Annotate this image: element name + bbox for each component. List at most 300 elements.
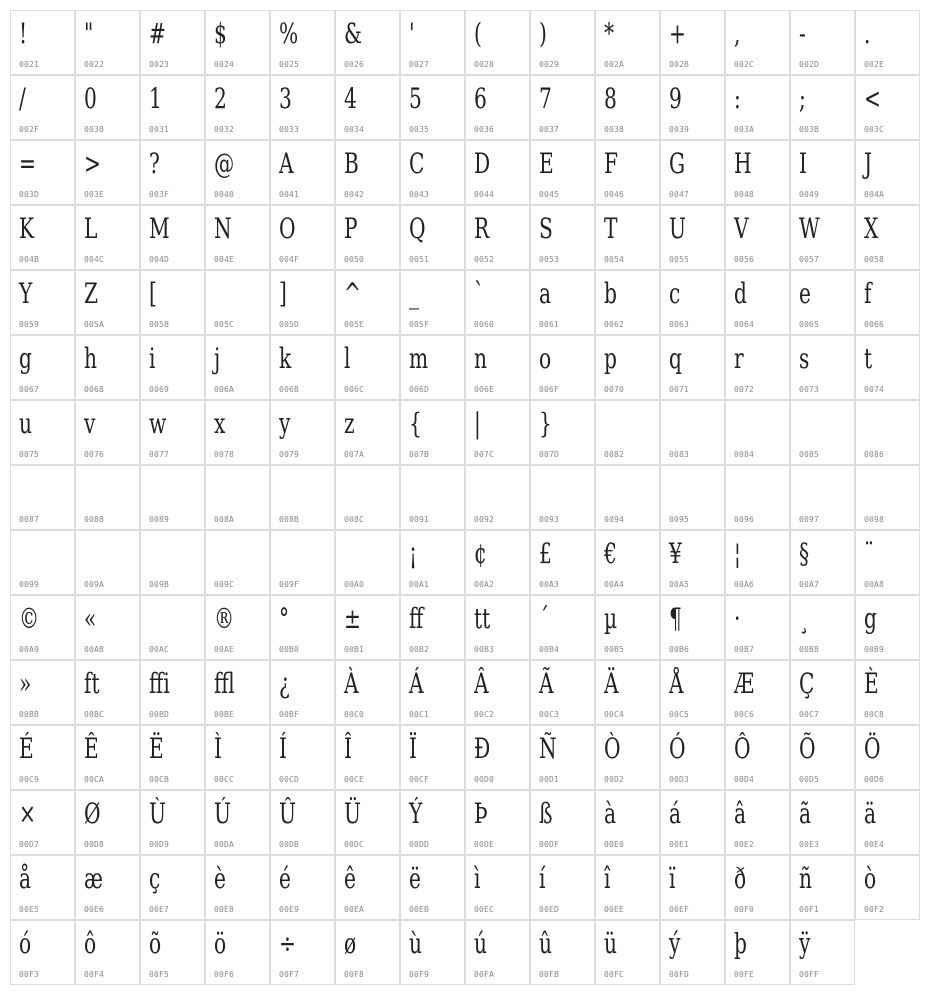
glyph-cell[interactable] (400, 400, 465, 465)
glyph-codepoint-label: 004E (214, 255, 235, 264)
glyph-cell[interactable] (205, 400, 270, 465)
glyph-cell[interactable] (855, 790, 920, 855)
glyph-cell[interactable] (140, 10, 205, 75)
glyph-preview: < (864, 82, 881, 115)
glyph-codepoint-label: 0070 (604, 385, 625, 394)
glyph-codepoint-label: 0087 (19, 515, 40, 524)
glyph-preview: A (279, 147, 294, 180)
glyph-cell[interactable] (660, 790, 725, 855)
glyph-codepoint-label: 0023 (149, 60, 170, 69)
glyph-cell[interactable] (465, 75, 530, 140)
glyph-cell[interactable] (270, 725, 335, 790)
glyph-cell[interactable] (530, 335, 595, 400)
glyph-cell[interactable] (725, 270, 790, 335)
glyph-cell[interactable] (400, 725, 465, 790)
glyph-codepoint-label: 00CC (214, 775, 235, 784)
glyph-cell[interactable] (75, 270, 140, 335)
glyph-cell[interactable] (140, 595, 205, 660)
glyph-cell[interactable] (595, 465, 660, 530)
glyph-preview: é (279, 862, 291, 895)
glyph-cell[interactable] (530, 790, 595, 855)
glyph-cell[interactable] (530, 855, 595, 920)
glyph-preview: . (864, 17, 871, 50)
glyph-cell[interactable] (465, 855, 530, 920)
glyph-preview: ä (864, 797, 877, 830)
glyph-cell[interactable] (400, 140, 465, 205)
glyph-cell[interactable] (400, 790, 465, 855)
glyph-codepoint-label: 00E4 (864, 840, 885, 849)
glyph-cell[interactable] (530, 530, 595, 595)
glyph-cell[interactable] (10, 920, 75, 985)
glyph-cell[interactable] (725, 465, 790, 530)
glyph-cell[interactable] (660, 530, 725, 595)
glyph-codepoint-label: 0053 (539, 255, 560, 264)
glyph-preview: Ð (474, 732, 491, 765)
glyph-cell[interactable] (725, 920, 790, 985)
glyph-codepoint-label: 0078 (214, 450, 235, 459)
glyph-cell[interactable] (270, 10, 335, 75)
glyph-cell[interactable] (205, 725, 270, 790)
glyph-cell[interactable] (855, 205, 920, 270)
glyph-cell[interactable] (335, 140, 400, 205)
glyph-preview: ì (474, 862, 481, 895)
glyph-codepoint-label: 00C0 (344, 710, 365, 719)
glyph-cell[interactable] (790, 855, 855, 920)
glyph-cell[interactable] (400, 335, 465, 400)
glyph-preview: i (149, 342, 156, 375)
glyph-cell[interactable] (465, 400, 530, 465)
glyph-cell[interactable] (725, 140, 790, 205)
glyph-codepoint-label: 00B4 (539, 645, 560, 654)
glyph-codepoint-label: 00F4 (84, 970, 105, 979)
glyph-cell[interactable] (530, 660, 595, 725)
glyph-cell[interactable] (205, 855, 270, 920)
glyph-cell[interactable] (75, 10, 140, 75)
glyph-cell[interactable] (725, 75, 790, 140)
glyph-cell[interactable] (400, 270, 465, 335)
glyph-cell[interactable] (400, 75, 465, 140)
glyph-codepoint-label: 00AC (149, 645, 170, 654)
glyph-cell[interactable] (855, 335, 920, 400)
glyph-cell[interactable] (400, 660, 465, 725)
glyph-cell[interactable] (140, 335, 205, 400)
glyph-codepoint-label: 0022 (84, 60, 105, 69)
glyph-cell[interactable] (400, 10, 465, 75)
glyph-cell[interactable] (205, 10, 270, 75)
glyph-codepoint-label: 0073 (799, 385, 820, 394)
glyph-cell[interactable] (205, 335, 270, 400)
glyph-cell[interactable] (335, 270, 400, 335)
glyph-cell[interactable] (140, 660, 205, 725)
glyph-cell[interactable] (725, 790, 790, 855)
glyph-cell[interactable] (660, 725, 725, 790)
glyph-cell[interactable] (790, 465, 855, 530)
glyph-cell[interactable] (855, 595, 920, 660)
glyph-cell[interactable] (855, 855, 920, 920)
glyph-preview: Z (84, 277, 99, 310)
glyph-cell[interactable] (790, 270, 855, 335)
glyph-codepoint-label: 00D2 (604, 775, 625, 784)
glyph-cell[interactable] (595, 75, 660, 140)
glyph-cell[interactable] (335, 400, 400, 465)
glyph-codepoint-label: 0048 (734, 190, 755, 199)
glyph-preview: p (604, 342, 617, 375)
glyph-codepoint-label: 0095 (669, 515, 690, 524)
glyph-cell[interactable] (660, 140, 725, 205)
glyph-cell[interactable] (335, 790, 400, 855)
glyph-cell[interactable] (75, 855, 140, 920)
glyph-cell[interactable] (335, 205, 400, 270)
glyph-codepoint-label: 002C (734, 60, 755, 69)
glyph-cell[interactable] (205, 205, 270, 270)
glyph-preview: Í (279, 732, 287, 765)
glyph-cell[interactable] (335, 660, 400, 725)
glyph-cell[interactable] (660, 270, 725, 335)
glyph-cell[interactable] (595, 205, 660, 270)
glyph-cell[interactable] (790, 790, 855, 855)
glyph-cell[interactable] (140, 400, 205, 465)
glyph-cell[interactable] (270, 660, 335, 725)
glyph-cell[interactable] (205, 660, 270, 725)
glyph-preview: Î (344, 732, 352, 765)
glyph-cell[interactable] (595, 400, 660, 465)
glyph-codepoint-label: 00A6 (734, 580, 755, 589)
glyph-codepoint-label: 0037 (539, 125, 560, 134)
glyph-codepoint-label: 0071 (669, 385, 690, 394)
glyph-cell[interactable] (400, 855, 465, 920)
glyph-codepoint-label: 004F (279, 255, 300, 264)
glyph-preview: > (84, 147, 101, 180)
glyph-cell[interactable] (205, 140, 270, 205)
glyph-codepoint-label: 0061 (539, 320, 560, 329)
glyph-cell[interactable] (790, 400, 855, 465)
glyph-cell[interactable] (660, 465, 725, 530)
glyph-preview: ° (279, 602, 290, 635)
glyph-cell[interactable] (140, 790, 205, 855)
glyph-codepoint-label: 0038 (604, 125, 625, 134)
glyph-cell[interactable] (530, 725, 595, 790)
glyph-cell[interactable] (335, 725, 400, 790)
glyph-cell[interactable] (10, 465, 75, 530)
glyph-cell[interactable] (855, 10, 920, 75)
glyph-cell[interactable] (790, 530, 855, 595)
glyph-codepoint-label: 0086 (864, 450, 885, 459)
glyph-cell[interactable] (660, 920, 725, 985)
glyph-cell[interactable] (790, 205, 855, 270)
glyph-cell[interactable] (530, 140, 595, 205)
glyph-cell[interactable] (140, 530, 205, 595)
glyph-cell[interactable] (595, 660, 660, 725)
glyph-cell[interactable] (530, 75, 595, 140)
glyph-cell[interactable] (205, 270, 270, 335)
glyph-codepoint-label: 0030 (84, 125, 105, 134)
glyph-cell[interactable] (75, 335, 140, 400)
glyph-cell[interactable] (335, 530, 400, 595)
glyph-cell[interactable] (465, 205, 530, 270)
glyph-cell[interactable] (855, 725, 920, 790)
glyph-cell[interactable] (530, 595, 595, 660)
glyph-cell[interactable] (400, 205, 465, 270)
glyph-cell[interactable] (660, 75, 725, 140)
glyph-cell[interactable] (75, 205, 140, 270)
glyph-cell[interactable] (595, 920, 660, 985)
glyph-cell[interactable] (660, 335, 725, 400)
glyph-preview: ¨ (864, 537, 875, 570)
glyph-cell[interactable] (140, 205, 205, 270)
glyph-cell[interactable] (10, 725, 75, 790)
glyph-cell[interactable] (10, 75, 75, 140)
glyph-cell[interactable] (855, 75, 920, 140)
glyph-codepoint-label: 00D5 (799, 775, 820, 784)
glyph-codepoint-label: 005D (279, 320, 300, 329)
glyph-cell[interactable] (660, 205, 725, 270)
glyph-cell[interactable] (530, 270, 595, 335)
glyph-cell[interactable] (790, 595, 855, 660)
glyph-cell[interactable] (75, 140, 140, 205)
glyph-preview: ff (409, 602, 424, 635)
glyph-cell[interactable] (140, 725, 205, 790)
glyph-cell[interactable] (790, 75, 855, 140)
glyph-cell[interactable] (465, 595, 530, 660)
glyph-codepoint-label: 002F (19, 125, 40, 134)
glyph-cell[interactable] (270, 270, 335, 335)
glyph-codepoint-label: 0043 (409, 190, 430, 199)
glyph-cell[interactable] (790, 725, 855, 790)
glyph-cell[interactable] (10, 205, 75, 270)
glyph-cell[interactable] (75, 660, 140, 725)
glyph-codepoint-label: 00B5 (604, 645, 625, 654)
glyph-cell[interactable] (595, 530, 660, 595)
glyph-cell[interactable] (725, 725, 790, 790)
glyph-cell[interactable] (335, 75, 400, 140)
glyph-preview: £ (539, 537, 552, 570)
glyph-preview: g (19, 342, 32, 375)
glyph-preview: y (279, 407, 291, 440)
glyph-cell[interactable] (75, 530, 140, 595)
glyph-preview: â (734, 797, 747, 830)
glyph-codepoint-label: 0094 (604, 515, 625, 524)
glyph-preview: Ó (669, 732, 686, 765)
glyph-cell[interactable] (140, 270, 205, 335)
glyph-preview: ; (799, 82, 806, 115)
glyph-preview: Á (409, 667, 424, 700)
glyph-cell[interactable] (270, 140, 335, 205)
glyph-codepoint-label: 003A (734, 125, 755, 134)
glyph-cell[interactable] (725, 855, 790, 920)
glyph-preview: À (344, 667, 359, 700)
glyph-cell[interactable] (465, 790, 530, 855)
glyph-cell[interactable] (335, 920, 400, 985)
glyph-preview: { (409, 407, 422, 440)
glyph-cell[interactable] (270, 855, 335, 920)
glyph-cell[interactable] (855, 660, 920, 725)
glyph-cell[interactable] (270, 465, 335, 530)
glyph-cell[interactable] (790, 140, 855, 205)
glyph-preview: | (474, 407, 481, 440)
glyph-cell[interactable] (595, 140, 660, 205)
glyph-cell[interactable] (595, 335, 660, 400)
glyph-codepoint-label: 00DF (539, 840, 560, 849)
glyph-cell[interactable] (10, 790, 75, 855)
glyph-cell[interactable] (335, 465, 400, 530)
glyph-codepoint-label: 00FF (799, 970, 820, 979)
glyph-cell[interactable] (205, 465, 270, 530)
glyph-codepoint-label: 00B9 (864, 645, 885, 654)
glyph-cell[interactable] (660, 595, 725, 660)
glyph-cell[interactable] (270, 75, 335, 140)
glyph-cell[interactable] (530, 465, 595, 530)
glyph-cell[interactable] (140, 920, 205, 985)
glyph-preview: ffl (214, 667, 235, 700)
glyph-cell[interactable] (465, 270, 530, 335)
glyph-cell[interactable] (725, 400, 790, 465)
glyph-cell[interactable] (400, 595, 465, 660)
glyph-cell[interactable] (10, 400, 75, 465)
glyph-cell[interactable] (855, 270, 920, 335)
glyph-preview: ÿ (799, 927, 811, 960)
glyph-cell[interactable] (530, 400, 595, 465)
glyph-cell[interactable] (725, 335, 790, 400)
glyph-cell[interactable] (595, 790, 660, 855)
glyph-cell[interactable] (75, 595, 140, 660)
glyph-cell[interactable] (465, 660, 530, 725)
glyph-cell[interactable] (465, 10, 530, 75)
glyph-preview: 4 (344, 82, 357, 115)
glyph-cell[interactable] (75, 790, 140, 855)
glyph-codepoint-label: 00CA (84, 775, 105, 784)
glyph-cell[interactable] (465, 335, 530, 400)
glyph-cell[interactable] (140, 140, 205, 205)
glyph-cell[interactable] (205, 530, 270, 595)
glyph-cell[interactable] (270, 920, 335, 985)
glyph-codepoint-label: 00EC (474, 905, 495, 914)
glyph-cell[interactable] (465, 140, 530, 205)
glyph-codepoint-label: 0063 (669, 320, 690, 329)
glyph-cell[interactable] (855, 530, 920, 595)
glyph-cell[interactable] (335, 855, 400, 920)
glyph-codepoint-label: 00FB (539, 970, 560, 979)
glyph-preview: Ù (149, 797, 166, 830)
glyph-cell[interactable] (595, 270, 660, 335)
glyph-cell[interactable] (75, 75, 140, 140)
glyph-cell[interactable] (790, 660, 855, 725)
glyph-cell[interactable] (140, 75, 205, 140)
glyph-cell[interactable] (10, 530, 75, 595)
glyph-cell[interactable] (465, 920, 530, 985)
glyph-preview: Ì (214, 732, 222, 765)
glyph-cell[interactable] (855, 465, 920, 530)
glyph-codepoint-label: 008B (279, 515, 300, 524)
glyph-cell[interactable] (790, 335, 855, 400)
glyph-cell[interactable] (270, 530, 335, 595)
glyph-codepoint-label: 0027 (409, 60, 430, 69)
glyph-cell[interactable] (75, 400, 140, 465)
glyph-cell[interactable] (270, 400, 335, 465)
glyph-cell[interactable] (270, 790, 335, 855)
glyph-cell[interactable] (10, 855, 75, 920)
glyph-cell[interactable] (465, 725, 530, 790)
glyph-cell[interactable] (205, 790, 270, 855)
glyph-preview: Å (669, 667, 684, 700)
glyph-cell[interactable] (595, 10, 660, 75)
glyph-cell[interactable] (10, 10, 75, 75)
glyph-codepoint-label: 0055 (669, 255, 690, 264)
glyph-cell[interactable] (75, 920, 140, 985)
glyph-cell[interactable] (335, 595, 400, 660)
glyph-cell[interactable] (140, 465, 205, 530)
glyph-cell[interactable] (140, 855, 205, 920)
glyph-codepoint-label: 00DD (409, 840, 430, 849)
glyph-cell[interactable] (400, 530, 465, 595)
glyph-cell[interactable] (400, 465, 465, 530)
glyph-codepoint-label: 00CE (344, 775, 365, 784)
glyph-cell[interactable] (530, 10, 595, 75)
glyph-preview: 8 (604, 82, 617, 115)
glyph-preview: õ (149, 927, 162, 960)
glyph-preview: a (539, 277, 552, 310)
glyph-cell[interactable] (10, 335, 75, 400)
glyph-cell[interactable] (725, 595, 790, 660)
glyph-cell[interactable] (530, 920, 595, 985)
glyph-cell[interactable] (660, 10, 725, 75)
glyph-codepoint-label: 006D (409, 385, 430, 394)
glyph-cell[interactable] (400, 920, 465, 985)
glyph-cell[interactable] (530, 205, 595, 270)
glyph-preview: ß (539, 797, 553, 830)
glyph-cell[interactable] (725, 205, 790, 270)
glyph-cell[interactable] (335, 335, 400, 400)
glyph-cell[interactable] (660, 660, 725, 725)
glyph-cell[interactable] (75, 725, 140, 790)
glyph-cell[interactable] (790, 920, 855, 985)
glyph-cell[interactable] (725, 660, 790, 725)
glyph-codepoint-label: 0041 (279, 190, 300, 199)
glyph-cell[interactable] (595, 595, 660, 660)
glyph-cell[interactable] (75, 465, 140, 530)
glyph-cell[interactable] (725, 10, 790, 75)
glyph-cell[interactable] (595, 725, 660, 790)
glyph-codepoint-label: 00F6 (214, 970, 235, 979)
glyph-cell[interactable] (855, 400, 920, 465)
glyph-cell[interactable] (660, 400, 725, 465)
glyph-codepoint-label: 007D (539, 450, 560, 459)
glyph-cell[interactable] (10, 595, 75, 660)
glyph-cell[interactable] (790, 10, 855, 75)
glyph-preview: Ã (539, 667, 554, 700)
glyph-preview: : (734, 82, 741, 115)
glyph-cell[interactable] (335, 10, 400, 75)
glyph-preview: Ê (84, 732, 99, 765)
glyph-cell[interactable] (595, 855, 660, 920)
glyph-codepoint-label: 00FA (474, 970, 495, 979)
glyph-cell[interactable] (660, 855, 725, 920)
glyph-cell[interactable] (10, 140, 75, 205)
glyph-cell[interactable] (270, 335, 335, 400)
glyph-cell[interactable] (205, 595, 270, 660)
glyph-cell[interactable] (205, 75, 270, 140)
glyph-cell[interactable] (855, 140, 920, 205)
glyph-cell[interactable] (10, 660, 75, 725)
glyph-cell[interactable] (10, 270, 75, 335)
glyph-cell[interactable] (270, 595, 335, 660)
glyph-preview: e (799, 277, 811, 310)
glyph-cell[interactable] (465, 530, 530, 595)
glyph-cell[interactable] (465, 465, 530, 530)
glyph-codepoint-label: 00B1 (344, 645, 365, 654)
glyph-cell[interactable] (270, 205, 335, 270)
glyph-cell[interactable] (205, 920, 270, 985)
glyph-cell[interactable] (725, 530, 790, 595)
